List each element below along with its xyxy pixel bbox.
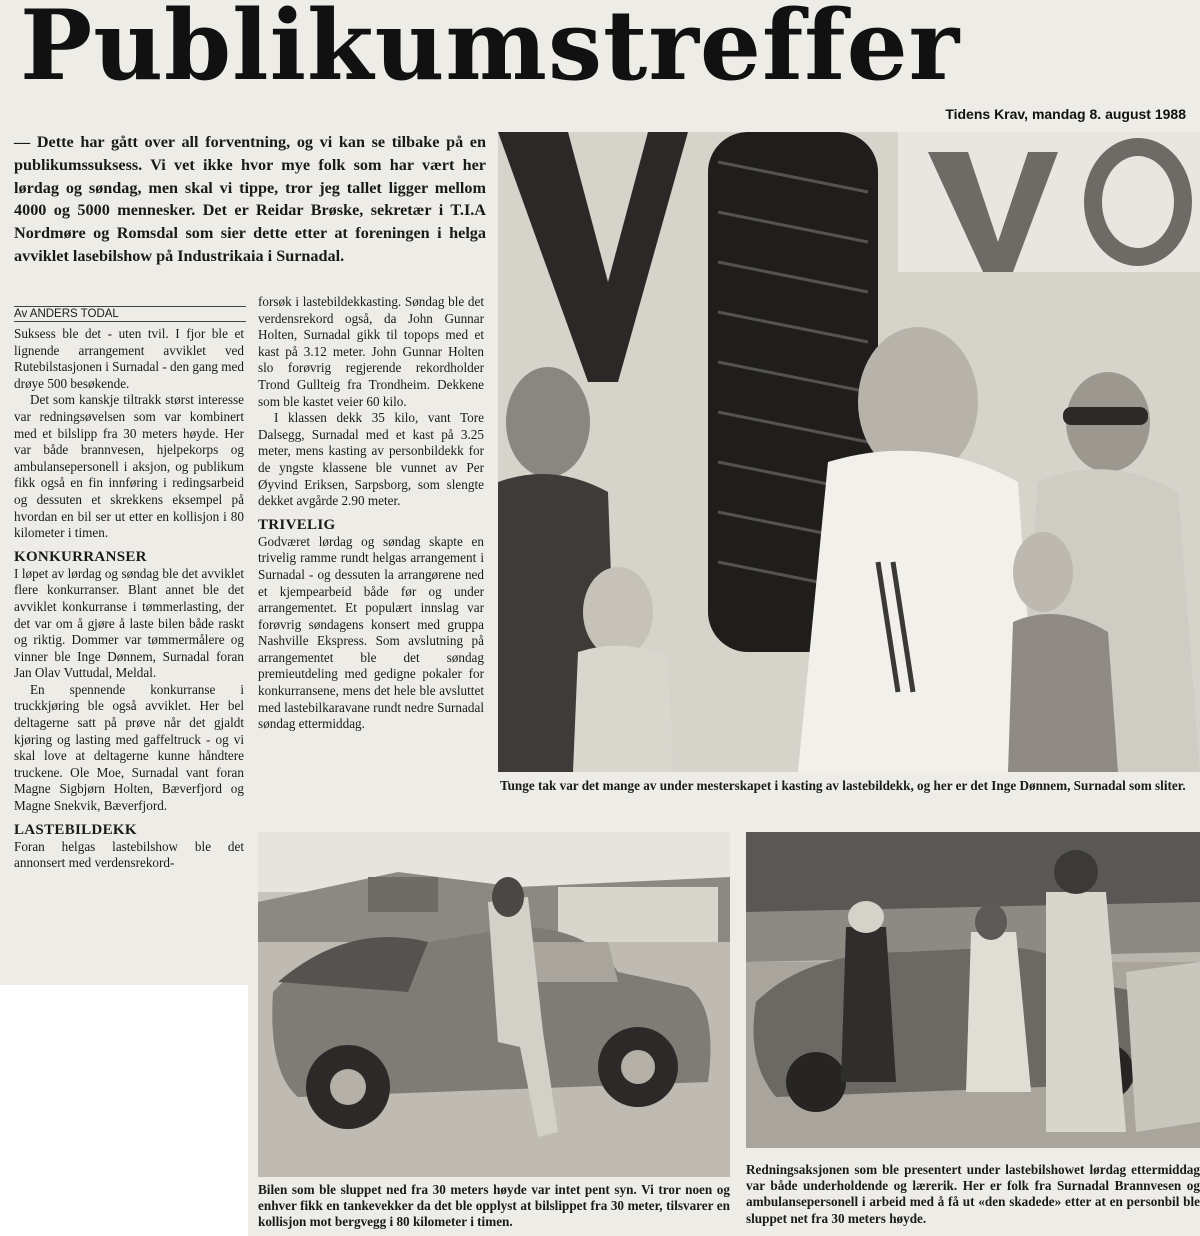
paragraph: Suksess ble det - uten tvil. I fjor ble et lignende arrangement avviklet ved Rutebilstasjonen i Surnadal - den gang med drøye 500 besøkende.	[14, 326, 245, 391]
article-column-2	[258, 294, 484, 733]
paragraph: I løpet av lørdag og søndag ble det avviklet flere konkurranser. Blant annet ble det avviklet konkurranse i tømmerlasting, der det var om å gjøre å laste bilen både raskt og riktig. Dommer var tømmermålere og vinner ble Inge Dønnem, Surnadal foran Jan Olav Vuttudal, Meldal.	[14, 565, 244, 681]
subheading-lastebildekk: LASTEBILDEKK	[14, 821, 137, 838]
headline: Publikumstreffer	[20, 0, 961, 98]
paragraph: I klassen dekk 35 kilo, vant Tore Dalsegg, Surnadal med et kast på 3.25 meter, mens kasting av personbildekk for de yngste klassene ble vunnet av Per Øyvind Eriksen, Sarpsborg, som slengte dekket avgårde 2.90 meter.	[258, 410, 484, 509]
subheading-konkurranser: KONKURRANSER	[14, 548, 147, 565]
dateline: Tidens Krav, mandag 8. august 1988	[945, 106, 1186, 122]
main-photo-caption: Tunge tak var det mange av under mesterskapet i kasting av lastebildekk, og her er det Inge Dønnem, Surnadal som sliter.	[500, 778, 1186, 793]
paragraph: Det som kanskje tiltrakk størst interesse var redningsøvelsen som var kombinert med et bilslipp fra 30 meters høyde. Her var både brannvesen, hjelpekorps og ambulansepersonell i aksjon, og publikum fikk også en fin innføring i redingsarbeid og dessuten et skrekkens eksempel på hvordan en bil ser ut etter en kollisjon i 80 kilometer i timen.	[14, 392, 244, 541]
paragraph: Godværet lørdag og søndag skapte en trivelig ramme rundt helgas arrangement i Surnadal - og dessuten la arrangørene ned et kjempearbeid både før og under arrangementet. Et populært innslag var forøvrig søndagens konsert med gruppa Nashville Ekspress. Som avslutning på arrangementet ble det søndag premieutdeling med gedigne pokaler for konkurransene, mens det hele ble avsluttet med lastebilkaravane rundt nedre Surnadal søndag ettermiddag.	[258, 533, 484, 732]
article-column-1	[14, 326, 244, 872]
paragraph: forsøk i lastebildekkasting. Søndag ble det verdensrekord også, da John Gunnar Holten, Surnadal gikk til topops med et kast på 3.12 meter. John Gunnar Holten slo forøvrig regjerende rekordholder Trond Gullteig fra Trondheim. Dekkene som ble kastet veier 60 kilo.	[258, 294, 484, 409]
byline: Av ANDERS TODAL	[14, 306, 246, 322]
rescue-photo-caption: Redningsaksjonen som ble presentert under lastebilshowet lørdag ettermiddag var både underholdende og lærerik. Her er folk fra Surnadal Brannvesen og ambulansepersonell i arbeid med å få ut «den skadede» etter at en personbil ble sluppet net fra 30 meters høyde.	[746, 1162, 1200, 1226]
car-photo-caption: Bilen som ble sluppet ned fra 30 meters høyde var intet pent syn. Vi tror noen og enhver fikk en tankevekker da det ble opplyst at bilslippet fra 30 meter, tilsvarer en kollisjon mot bergvegg i 80 kilometer i timen.	[258, 1182, 730, 1230]
paragraph: Foran helgas lastebilshow ble det annonsert med verdensrekord-	[14, 838, 244, 871]
rescue-photo	[746, 832, 1200, 1148]
tire-throwing-photo	[498, 132, 1200, 772]
crashed-car-photo	[258, 832, 730, 1177]
subheading-trivelig: TRIVELIG	[258, 516, 336, 533]
paragraph: En spennende konkurranse i truckkjøring ble også avviklet. Her bel deltagerne satt på prøve når det gjaldt kjøring og lasting med gaffeltruck - og vi skal love at deltagerne kunne håndtere truckene. Ole Moe, Surnadal vant foran Magne Sigbjørn Holten, Bæverfjord og Magne Snekvik, Bæverfjord.	[14, 681, 244, 814]
lede-paragraph: — Dette har gått over all forventning, og vi kan se tilbake på en publikumssuksess. Vi vet ikke hvor mye folk som har vært her lørdag og søndag, men skal vi tippe, tror jeg tallet ligger mellom 4000 og 5000 mennesker. Det er Reidar Brøske, sekretær i T.I.A Nordmøre og Romsdal som sier dette etter at foreningen i helga avviklet lasebilshow på Industrikaia i Surnadal.	[14, 133, 486, 265]
